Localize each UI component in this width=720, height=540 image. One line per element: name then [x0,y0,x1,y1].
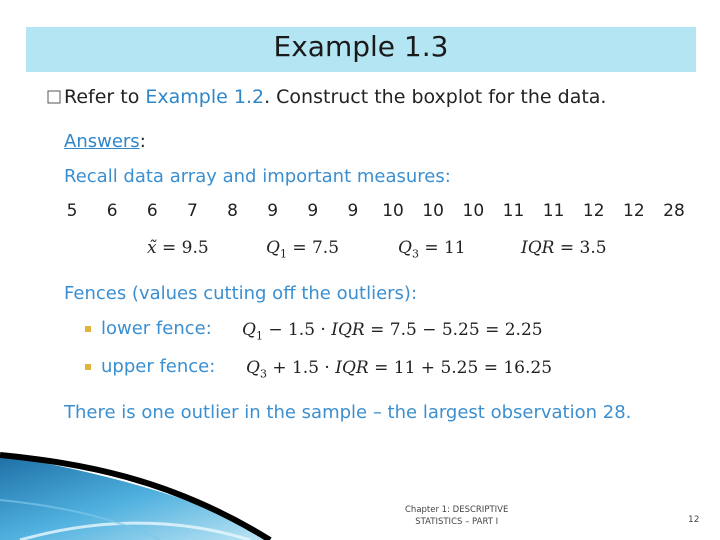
q1-value: = 7.5 [286,238,340,258]
bullet-square-icon [85,326,91,332]
question-prefix: Refer to [64,86,146,108]
data-value: 9 [347,201,359,221]
upper-fence-result: = 11 + 5.25 = 16.25 [368,358,553,378]
data-value: 11 [502,201,525,221]
q1-subscript: 1 [279,247,287,261]
q3-measure [398,238,466,264]
upper-fence-q-subscript: 3 [259,367,267,381]
data-value: 7 [186,201,198,221]
footer-line-2: STATISTICS – PART I [415,517,499,527]
outlier-text: There is one outlier in the sample – the largest observation 28. [64,402,632,423]
lower-fence-q-symbol: Q [242,320,256,340]
lower-fence-formula [242,320,543,342]
bullet-glyph-icon [47,90,61,108]
q3-symbol: Q [398,238,412,258]
median-value: = 9.5 [156,238,209,258]
median-measure [147,238,209,264]
answers-heading [64,131,146,152]
upper-fence-formula [246,358,552,380]
example-link[interactable]: Example 1.2 [145,86,265,108]
q1-symbol: Q [266,238,280,258]
data-value: 6 [106,201,118,221]
footer-line-1: Chapter 1: DESCRIPTIVE [405,505,509,515]
lower-fence-label: lower fence: [101,318,212,339]
data-value: 5 [66,201,78,221]
slide-title: Example 1.3 [273,30,449,63]
data-array [57,201,697,225]
answers-colon: : [139,131,146,152]
data-value: 6 [146,201,158,221]
answers-label: Answers [64,131,140,152]
upper-fence-expr: + 1.5 · [266,358,336,378]
iqr-symbol: IQR [521,238,555,258]
fences-text: Fences (values cutting off the outliers): [64,283,418,304]
q1-measure [266,238,339,264]
title-bar [26,27,696,72]
lower-fence-expr: − 1.5 · [262,320,332,340]
data-value: 12 [582,201,605,221]
lower-fence-q-subscript: 1 [255,329,263,343]
page-number: 12 [688,515,700,525]
iqr-value: = 3.5 [554,238,607,258]
footer-chapter [405,504,508,528]
q3-value: = 11 [418,238,466,258]
upper-fence-label: upper fence: [101,356,216,377]
data-value: 28 [663,201,685,221]
question-suffix: . Construct the boxplot for the data. [264,86,607,108]
data-value: 8 [227,201,238,221]
iqr-measure [521,238,607,264]
data-value: 11 [542,201,565,221]
upper-fence-q-symbol: Q [246,358,260,378]
median-symbol: x̃ [147,238,157,258]
data-value: 10 [382,201,404,221]
q3-subscript: 3 [411,247,419,261]
data-value: 9 [267,201,279,221]
question-text [64,86,606,108]
lower-fence-iqr: IQR [331,320,365,340]
data-value: 10 [462,201,485,221]
data-value: 10 [422,201,445,221]
lower-fence-result: = 7.5 − 5.25 = 2.25 [364,320,543,340]
data-value: 12 [623,201,645,221]
bullet-square-icon [85,364,91,370]
data-value: 9 [307,201,319,221]
recall-text: Recall data array and important measures: [64,166,451,187]
upper-fence-iqr: IQR [335,358,369,378]
